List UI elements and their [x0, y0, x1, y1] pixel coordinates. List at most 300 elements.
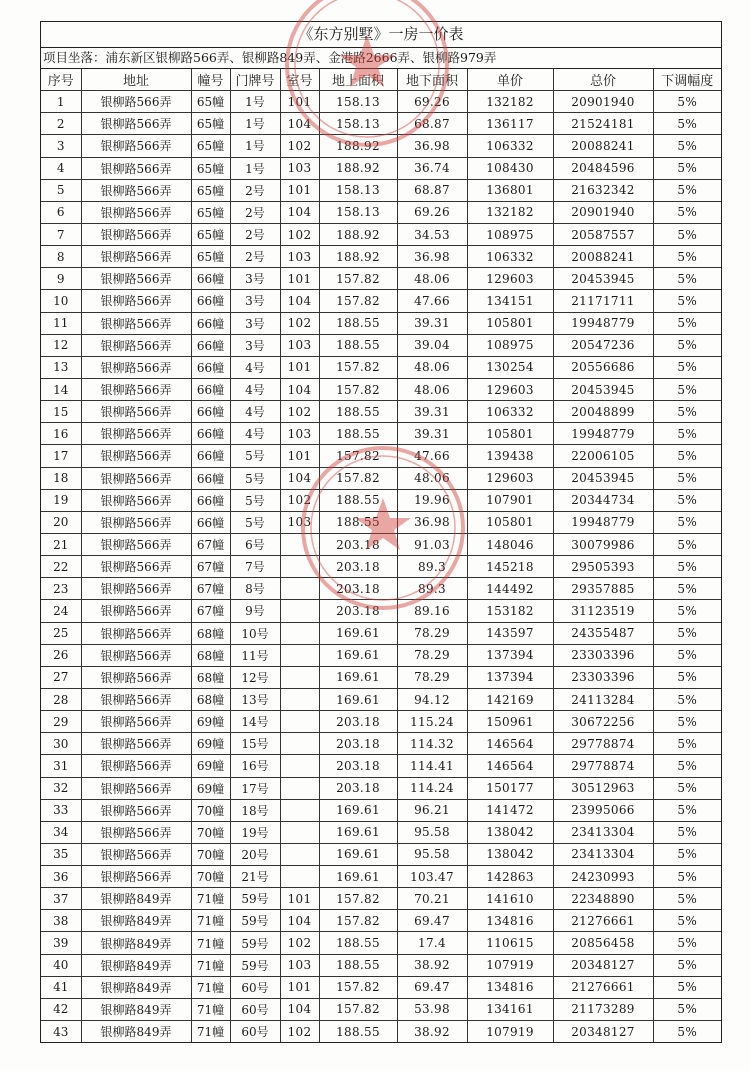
cell-room-number: 102	[280, 312, 319, 334]
table-row	[41, 755, 721, 777]
cell-total-price: 30079986	[553, 533, 653, 555]
cell-door-number: 59号	[230, 954, 280, 976]
cell-address: 银柳路566弄	[81, 799, 191, 821]
cell-address: 银柳路566弄	[81, 711, 191, 733]
cell-door-number: 59号	[230, 888, 280, 910]
cell-underground-area: 89.3	[397, 578, 467, 600]
table-row	[41, 910, 721, 932]
cell-index: 24	[41, 600, 81, 622]
cell-unit-price: 110615	[467, 932, 553, 954]
cell-building: 66幢	[191, 378, 230, 400]
cell-address: 银柳路566弄	[81, 157, 191, 179]
table-row	[41, 976, 721, 998]
cell-discount-range: 5%	[653, 157, 721, 179]
cell-underground-area: 68.87	[397, 179, 467, 201]
cell-index: 17	[41, 445, 81, 467]
cell-index: 35	[41, 843, 81, 865]
cell-index: 40	[41, 954, 81, 976]
cell-door-number: 21号	[230, 866, 280, 888]
cell-discount-range: 5%	[653, 755, 721, 777]
cell-above-ground-area: 157.82	[319, 268, 397, 290]
cell-building: 69幢	[191, 711, 230, 733]
cell-total-price: 19948779	[553, 511, 653, 533]
cell-door-number: 1号	[230, 113, 280, 135]
table-row	[41, 998, 721, 1020]
cell-building: 66幢	[191, 334, 230, 356]
table-row	[41, 622, 721, 644]
table-row	[41, 511, 721, 533]
header-discount-range: 下调幅度	[653, 69, 721, 91]
cell-building: 66幢	[191, 312, 230, 334]
cell-total-price: 20088241	[553, 135, 653, 157]
cell-room-number: 102	[280, 401, 319, 423]
cell-unit-price: 138042	[467, 821, 553, 843]
cell-room-number: 104	[280, 378, 319, 400]
cell-building: 71幢	[191, 976, 230, 998]
cell-above-ground-area: 203.18	[319, 600, 397, 622]
cell-door-number: 4号	[230, 356, 280, 378]
cell-index: 4	[41, 157, 81, 179]
cell-above-ground-area: 203.18	[319, 578, 397, 600]
cell-underground-area: 69.26	[397, 201, 467, 223]
cell-unit-price: 130254	[467, 356, 553, 378]
cell-unit-price: 108975	[467, 223, 553, 245]
header-building: 幢号	[191, 69, 230, 91]
cell-unit-price: 138042	[467, 843, 553, 865]
cell-room-number: 102	[280, 135, 319, 157]
cell-unit-price: 142169	[467, 688, 553, 710]
cell-room-number	[280, 622, 319, 644]
cell-total-price: 20348127	[553, 1021, 653, 1043]
cell-index: 13	[41, 356, 81, 378]
cell-above-ground-area: 169.61	[319, 666, 397, 688]
cell-door-number: 60号	[230, 998, 280, 1020]
cell-unit-price: 108430	[467, 157, 553, 179]
cell-above-ground-area: 158.13	[319, 201, 397, 223]
cell-building: 66幢	[191, 356, 230, 378]
cell-room-number	[280, 666, 319, 688]
cell-address: 银柳路566弄	[81, 821, 191, 843]
table-row	[41, 644, 721, 666]
cell-underground-area: 36.98	[397, 246, 467, 268]
cell-building: 65幢	[191, 157, 230, 179]
cell-building: 70幢	[191, 843, 230, 865]
cell-building: 70幢	[191, 821, 230, 843]
cell-unit-price: 153182	[467, 600, 553, 622]
cell-underground-area: 78.29	[397, 622, 467, 644]
table-body	[41, 91, 721, 1043]
cell-index: 21	[41, 533, 81, 555]
cell-above-ground-area: 157.82	[319, 378, 397, 400]
table-row	[41, 556, 721, 578]
cell-room-number: 103	[280, 511, 319, 533]
cell-building: 69幢	[191, 777, 230, 799]
cell-total-price: 20453945	[553, 268, 653, 290]
cell-total-price: 19948779	[553, 312, 653, 334]
cell-unit-price: 134816	[467, 910, 553, 932]
cell-total-price: 20048899	[553, 401, 653, 423]
cell-index: 8	[41, 246, 81, 268]
cell-underground-area: 114.41	[397, 755, 467, 777]
cell-index: 34	[41, 821, 81, 843]
cell-room-number: 101	[280, 91, 319, 113]
header-address: 地址	[81, 69, 191, 91]
project-address: 项目坐落：浦东新区银柳路566弄、银柳路849弄、金港路2666弄、银柳路979弄	[41, 48, 721, 69]
cell-building: 71幢	[191, 910, 230, 932]
cell-above-ground-area: 157.82	[319, 356, 397, 378]
cell-underground-area: 114.24	[397, 777, 467, 799]
header-index: 序号	[41, 69, 81, 91]
document-title: 《东方别墅》一房一价表	[41, 22, 721, 48]
cell-index: 38	[41, 910, 81, 932]
cell-room-number	[280, 556, 319, 578]
cell-discount-range: 5%	[653, 533, 721, 555]
cell-address: 银柳路566弄	[81, 556, 191, 578]
cell-room-number: 102	[280, 932, 319, 954]
table-row	[41, 312, 721, 334]
cell-total-price: 30672256	[553, 711, 653, 733]
cell-discount-range: 5%	[653, 467, 721, 489]
cell-address: 银柳路566弄	[81, 733, 191, 755]
cell-address: 银柳路566弄	[81, 223, 191, 245]
cell-discount-range: 5%	[653, 666, 721, 688]
cell-room-number: 104	[280, 910, 319, 932]
cell-underground-area: 48.06	[397, 356, 467, 378]
cell-underground-area: 89.3	[397, 556, 467, 578]
cell-address: 银柳路566弄	[81, 423, 191, 445]
cell-room-number	[280, 711, 319, 733]
cell-underground-area: 47.66	[397, 290, 467, 312]
cell-door-number: 60号	[230, 1021, 280, 1043]
cell-room-number	[280, 578, 319, 600]
cell-underground-area: 36.98	[397, 511, 467, 533]
cell-discount-range: 5%	[653, 578, 721, 600]
cell-index: 14	[41, 378, 81, 400]
cell-discount-range: 5%	[653, 733, 721, 755]
cell-index: 6	[41, 201, 81, 223]
cell-building: 67幢	[191, 556, 230, 578]
cell-door-number: 1号	[230, 91, 280, 113]
cell-index: 15	[41, 401, 81, 423]
cell-total-price: 21632342	[553, 179, 653, 201]
cell-above-ground-area: 203.18	[319, 711, 397, 733]
cell-index: 25	[41, 622, 81, 644]
cell-above-ground-area: 188.55	[319, 1021, 397, 1043]
cell-room-number: 101	[280, 179, 319, 201]
table-row	[41, 843, 721, 865]
cell-room-number: 103	[280, 954, 319, 976]
cell-underground-area: 36.98	[397, 135, 467, 157]
cell-underground-area: 95.58	[397, 821, 467, 843]
cell-door-number: 5号	[230, 445, 280, 467]
cell-door-number: 59号	[230, 910, 280, 932]
cell-index: 28	[41, 688, 81, 710]
cell-above-ground-area: 188.92	[319, 223, 397, 245]
cell-underground-area: 96.21	[397, 799, 467, 821]
cell-address: 银柳路566弄	[81, 91, 191, 113]
cell-door-number: 7号	[230, 556, 280, 578]
cell-room-number: 102	[280, 1021, 319, 1043]
cell-discount-range: 5%	[653, 622, 721, 644]
cell-discount-range: 5%	[653, 888, 721, 910]
cell-discount-range: 5%	[653, 1021, 721, 1043]
cell-discount-range: 5%	[653, 843, 721, 865]
cell-index: 5	[41, 179, 81, 201]
cell-room-number	[280, 799, 319, 821]
cell-address: 银柳路849弄	[81, 998, 191, 1020]
cell-unit-price: 145218	[467, 556, 553, 578]
table-row	[41, 201, 721, 223]
cell-door-number: 3号	[230, 290, 280, 312]
cell-discount-range: 5%	[653, 976, 721, 998]
cell-room-number: 103	[280, 157, 319, 179]
cell-address: 银柳路566弄	[81, 600, 191, 622]
table-row	[41, 91, 721, 113]
cell-total-price: 20453945	[553, 378, 653, 400]
cell-door-number: 5号	[230, 467, 280, 489]
cell-underground-area: 17.4	[397, 932, 467, 954]
cell-unit-price: 129603	[467, 268, 553, 290]
cell-total-price: 20547236	[553, 334, 653, 356]
cell-room-number	[280, 777, 319, 799]
cell-underground-area: 38.92	[397, 954, 467, 976]
cell-address: 银柳路566弄	[81, 179, 191, 201]
cell-door-number: 59号	[230, 932, 280, 954]
cell-room-number: 101	[280, 445, 319, 467]
table-row	[41, 1021, 721, 1043]
cell-room-number: 101	[280, 356, 319, 378]
cell-total-price: 22348890	[553, 888, 653, 910]
table-row	[41, 401, 721, 423]
cell-above-ground-area: 157.82	[319, 445, 397, 467]
cell-underground-area: 48.06	[397, 378, 467, 400]
table-row	[41, 666, 721, 688]
cell-unit-price: 129603	[467, 378, 553, 400]
cell-address: 银柳路566弄	[81, 688, 191, 710]
table-row	[41, 821, 721, 843]
table-row	[41, 932, 721, 954]
cell-building: 71幢	[191, 1021, 230, 1043]
cell-total-price: 20901940	[553, 201, 653, 223]
cell-above-ground-area: 169.61	[319, 866, 397, 888]
table-row	[41, 578, 721, 600]
cell-index: 36	[41, 866, 81, 888]
cell-address: 银柳路566弄	[81, 843, 191, 865]
cell-door-number: 5号	[230, 511, 280, 533]
cell-door-number: 4号	[230, 401, 280, 423]
cell-total-price: 24113284	[553, 688, 653, 710]
cell-index: 27	[41, 666, 81, 688]
cell-building: 67幢	[191, 600, 230, 622]
cell-total-price: 21173289	[553, 998, 653, 1020]
cell-above-ground-area: 188.55	[319, 932, 397, 954]
cell-above-ground-area: 188.55	[319, 312, 397, 334]
cell-discount-range: 5%	[653, 866, 721, 888]
cell-above-ground-area: 203.18	[319, 556, 397, 578]
table-row	[41, 356, 721, 378]
table-row	[41, 711, 721, 733]
cell-address: 银柳路566弄	[81, 489, 191, 511]
table-row	[41, 888, 721, 910]
cell-discount-range: 5%	[653, 423, 721, 445]
cell-door-number: 17号	[230, 777, 280, 799]
cell-building: 71幢	[191, 888, 230, 910]
cell-door-number: 12号	[230, 666, 280, 688]
cell-address: 银柳路566弄	[81, 755, 191, 777]
cell-above-ground-area: 169.61	[319, 688, 397, 710]
cell-room-number: 102	[280, 489, 319, 511]
cell-underground-area: 39.31	[397, 401, 467, 423]
table-row	[41, 157, 721, 179]
cell-discount-range: 5%	[653, 910, 721, 932]
cell-above-ground-area: 158.13	[319, 91, 397, 113]
cell-underground-area: 38.92	[397, 1021, 467, 1043]
cell-total-price: 22006105	[553, 445, 653, 467]
cell-total-price: 29357885	[553, 578, 653, 600]
cell-room-number	[280, 533, 319, 555]
cell-underground-area: 39.04	[397, 334, 467, 356]
cell-unit-price: 105801	[467, 312, 553, 334]
cell-discount-range: 5%	[653, 821, 721, 843]
cell-discount-range: 5%	[653, 201, 721, 223]
table-row	[41, 378, 721, 400]
cell-door-number: 15号	[230, 733, 280, 755]
cell-unit-price: 134151	[467, 290, 553, 312]
table-row	[41, 423, 721, 445]
cell-underground-area: 34.53	[397, 223, 467, 245]
cell-underground-area: 115.24	[397, 711, 467, 733]
cell-index: 31	[41, 755, 81, 777]
table-row	[41, 179, 721, 201]
cell-address: 银柳路566弄	[81, 113, 191, 135]
cell-door-number: 2号	[230, 223, 280, 245]
cell-unit-price: 108975	[467, 334, 553, 356]
cell-door-number: 3号	[230, 334, 280, 356]
cell-building: 66幢	[191, 423, 230, 445]
cell-unit-price: 106332	[467, 135, 553, 157]
cell-total-price: 19948779	[553, 423, 653, 445]
cell-index: 41	[41, 976, 81, 998]
cell-discount-range: 5%	[653, 135, 721, 157]
cell-discount-range: 5%	[653, 556, 721, 578]
cell-building: 68幢	[191, 688, 230, 710]
cell-unit-price: 143597	[467, 622, 553, 644]
cell-total-price: 21276661	[553, 976, 653, 998]
cell-door-number: 2号	[230, 179, 280, 201]
cell-room-number: 101	[280, 268, 319, 290]
cell-discount-range: 5%	[653, 334, 721, 356]
cell-address: 银柳路849弄	[81, 954, 191, 976]
cell-underground-area: 78.29	[397, 644, 467, 666]
cell-unit-price: 136801	[467, 179, 553, 201]
cell-unit-price: 141610	[467, 888, 553, 910]
cell-door-number: 6号	[230, 533, 280, 555]
cell-above-ground-area: 169.61	[319, 821, 397, 843]
cell-door-number: 5号	[230, 489, 280, 511]
cell-total-price: 20556686	[553, 356, 653, 378]
header-above-ground-area: 地上面积	[319, 69, 397, 91]
cell-door-number: 13号	[230, 688, 280, 710]
cell-index: 32	[41, 777, 81, 799]
cell-underground-area: 91.03	[397, 533, 467, 555]
cell-index: 20	[41, 511, 81, 533]
cell-room-number	[280, 755, 319, 777]
cell-room-number: 104	[280, 201, 319, 223]
cell-above-ground-area: 188.55	[319, 401, 397, 423]
cell-room-number	[280, 866, 319, 888]
cell-underground-area: 103.47	[397, 866, 467, 888]
cell-total-price: 21524181	[553, 113, 653, 135]
cell-discount-range: 5%	[653, 998, 721, 1020]
cell-unit-price: 141472	[467, 799, 553, 821]
cell-index: 11	[41, 312, 81, 334]
cell-above-ground-area: 158.13	[319, 179, 397, 201]
cell-unit-price: 148046	[467, 533, 553, 555]
cell-underground-area: 69.47	[397, 910, 467, 932]
cell-above-ground-area: 203.18	[319, 733, 397, 755]
cell-address: 银柳路566弄	[81, 666, 191, 688]
cell-building: 66幢	[191, 489, 230, 511]
cell-door-number: 2号	[230, 201, 280, 223]
cell-above-ground-area: 169.61	[319, 799, 397, 821]
cell-discount-range: 5%	[653, 246, 721, 268]
cell-underground-area: 39.31	[397, 423, 467, 445]
table-row	[41, 489, 721, 511]
cell-discount-range: 5%	[653, 312, 721, 334]
cell-unit-price: 106332	[467, 401, 553, 423]
cell-building: 65幢	[191, 246, 230, 268]
cell-room-number: 104	[280, 467, 319, 489]
cell-address: 银柳路566弄	[81, 268, 191, 290]
table-row	[41, 467, 721, 489]
cell-above-ground-area: 158.13	[319, 113, 397, 135]
cell-door-number: 1号	[230, 157, 280, 179]
cell-building: 66幢	[191, 290, 230, 312]
cell-building: 67幢	[191, 533, 230, 555]
cell-unit-price: 107919	[467, 1021, 553, 1043]
cell-unit-price: 132182	[467, 201, 553, 223]
cell-address: 银柳路566弄	[81, 644, 191, 666]
cell-door-number: 20号	[230, 843, 280, 865]
cell-above-ground-area: 169.61	[319, 843, 397, 865]
cell-discount-range: 5%	[653, 511, 721, 533]
cell-total-price: 21276661	[553, 910, 653, 932]
cell-underground-area: 48.06	[397, 268, 467, 290]
cell-door-number: 16号	[230, 755, 280, 777]
cell-room-number: 104	[280, 113, 319, 135]
cell-index: 33	[41, 799, 81, 821]
cell-door-number: 4号	[230, 423, 280, 445]
cell-above-ground-area: 157.82	[319, 976, 397, 998]
cell-total-price: 23413304	[553, 843, 653, 865]
cell-room-number	[280, 644, 319, 666]
cell-room-number	[280, 733, 319, 755]
price-list-sheet	[40, 21, 722, 1043]
cell-unit-price: 137394	[467, 644, 553, 666]
cell-door-number: 8号	[230, 578, 280, 600]
cell-building: 65幢	[191, 223, 230, 245]
cell-unit-price: 107919	[467, 954, 553, 976]
cell-unit-price: 107901	[467, 489, 553, 511]
cell-building: 65幢	[191, 135, 230, 157]
cell-unit-price: 150961	[467, 711, 553, 733]
cell-above-ground-area: 188.55	[319, 489, 397, 511]
cell-unit-price: 134816	[467, 976, 553, 998]
cell-underground-area: 114.32	[397, 733, 467, 755]
cell-discount-range: 5%	[653, 91, 721, 113]
table-row	[41, 268, 721, 290]
cell-door-number: 19号	[230, 821, 280, 843]
